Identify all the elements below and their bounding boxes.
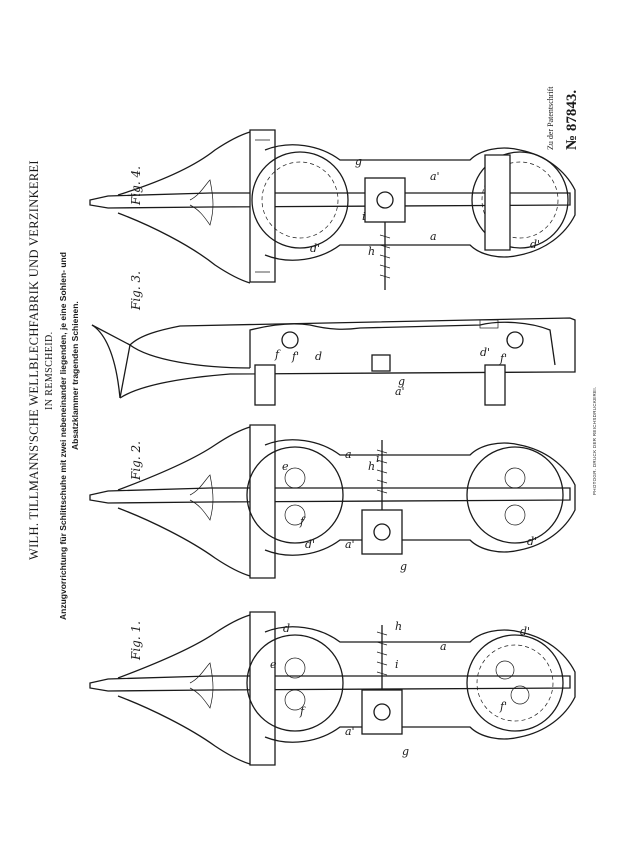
svg-text:a: a [440, 640, 447, 653]
svg-text:f': f' [500, 700, 508, 713]
fig4-heel-clamp [485, 155, 510, 250]
fig1-blade [90, 676, 570, 691]
company-name: WILH. TILLMANNS'SCHE WELLBLECHFABRIK UND VERZINKEREI [27, 160, 41, 560]
svg-text:f': f' [500, 352, 508, 365]
fig3-screw-block [372, 355, 390, 371]
fig3-front-clamp [255, 365, 275, 405]
svg-text:d: d [315, 350, 323, 363]
svg-text:f: f [300, 705, 305, 718]
patent-number: № 87843. [564, 89, 580, 150]
svg-text:d': d' [527, 535, 538, 548]
fig1-plate-outline [265, 627, 575, 742]
fig1-label: Fig. 1. [129, 621, 143, 660]
svg-text:f': f' [292, 350, 300, 363]
fig2-sole-clamp [250, 425, 275, 578]
fig3-heel-clamp [485, 365, 505, 405]
svg-text:d': d' [520, 625, 531, 638]
svg-text:h: h [368, 460, 376, 473]
svg-text:a': a' [430, 170, 440, 183]
svg-text:g: g [400, 560, 408, 573]
patent-caption-block [546, 86, 555, 150]
fig2-label: Fig. 2. [129, 441, 143, 480]
svg-text:e: e [270, 658, 277, 671]
fig1-rear-disc [467, 635, 563, 731]
description-line-2: Absatzklammer tragenden Schienen. [70, 301, 80, 450]
svg-text:i: i [395, 658, 399, 671]
description-line-1: Anzugvorrichtung für Schlittschuhe mit zwei nebeneinander liegenden, je eine Sohlen- und [58, 252, 68, 620]
fig4-center-block [365, 178, 405, 222]
company-city: IN REMSCHEID. [44, 331, 55, 410]
svg-text:f: f [275, 348, 280, 361]
svg-text:h: h [368, 245, 376, 258]
svg-text:i: i [362, 210, 366, 223]
svg-text:d: d [283, 622, 291, 635]
fig3-label: Fig. 3. [129, 271, 143, 310]
figure-1 [90, 612, 575, 765]
svg-text:d': d' [305, 538, 316, 551]
fig2-blade [90, 488, 570, 503]
fig4-label: Fig. 4. [129, 166, 143, 205]
svg-text:a': a' [345, 538, 355, 551]
svg-text:a': a' [395, 385, 405, 398]
svg-text:g: g [355, 155, 363, 168]
fig4-heart-cutout [190, 180, 213, 225]
fig1-center-block [362, 690, 402, 734]
patent-number-block [564, 90, 580, 150]
figure-2 [90, 425, 575, 578]
svg-text:f: f [300, 515, 305, 528]
svg-text:d': d' [480, 346, 491, 359]
header-block [27, 160, 80, 620]
svg-text:a': a' [345, 725, 355, 738]
fig2-rear-disc [467, 447, 563, 543]
figure-4 [90, 130, 575, 290]
svg-text:g: g [402, 745, 410, 758]
fig1-sole-clamp [250, 612, 275, 765]
printer-note: PHOTOGR. DRUCK DER REICHSDRUCKEREI. [592, 386, 597, 495]
svg-text:i: i [376, 452, 380, 465]
patent-caption: Zu der Patentschrift [546, 86, 555, 150]
svg-text:d': d' [530, 238, 541, 251]
svg-text:d': d' [310, 242, 321, 255]
svg-text:g: g [398, 375, 406, 388]
svg-text:a: a [430, 230, 437, 243]
fig2-center-block [362, 510, 402, 554]
svg-text:h: h [395, 620, 403, 633]
svg-text:a: a [345, 448, 352, 461]
svg-text:e: e [282, 460, 289, 473]
figure-3 [92, 271, 575, 405]
printer-note-block [592, 387, 597, 495]
